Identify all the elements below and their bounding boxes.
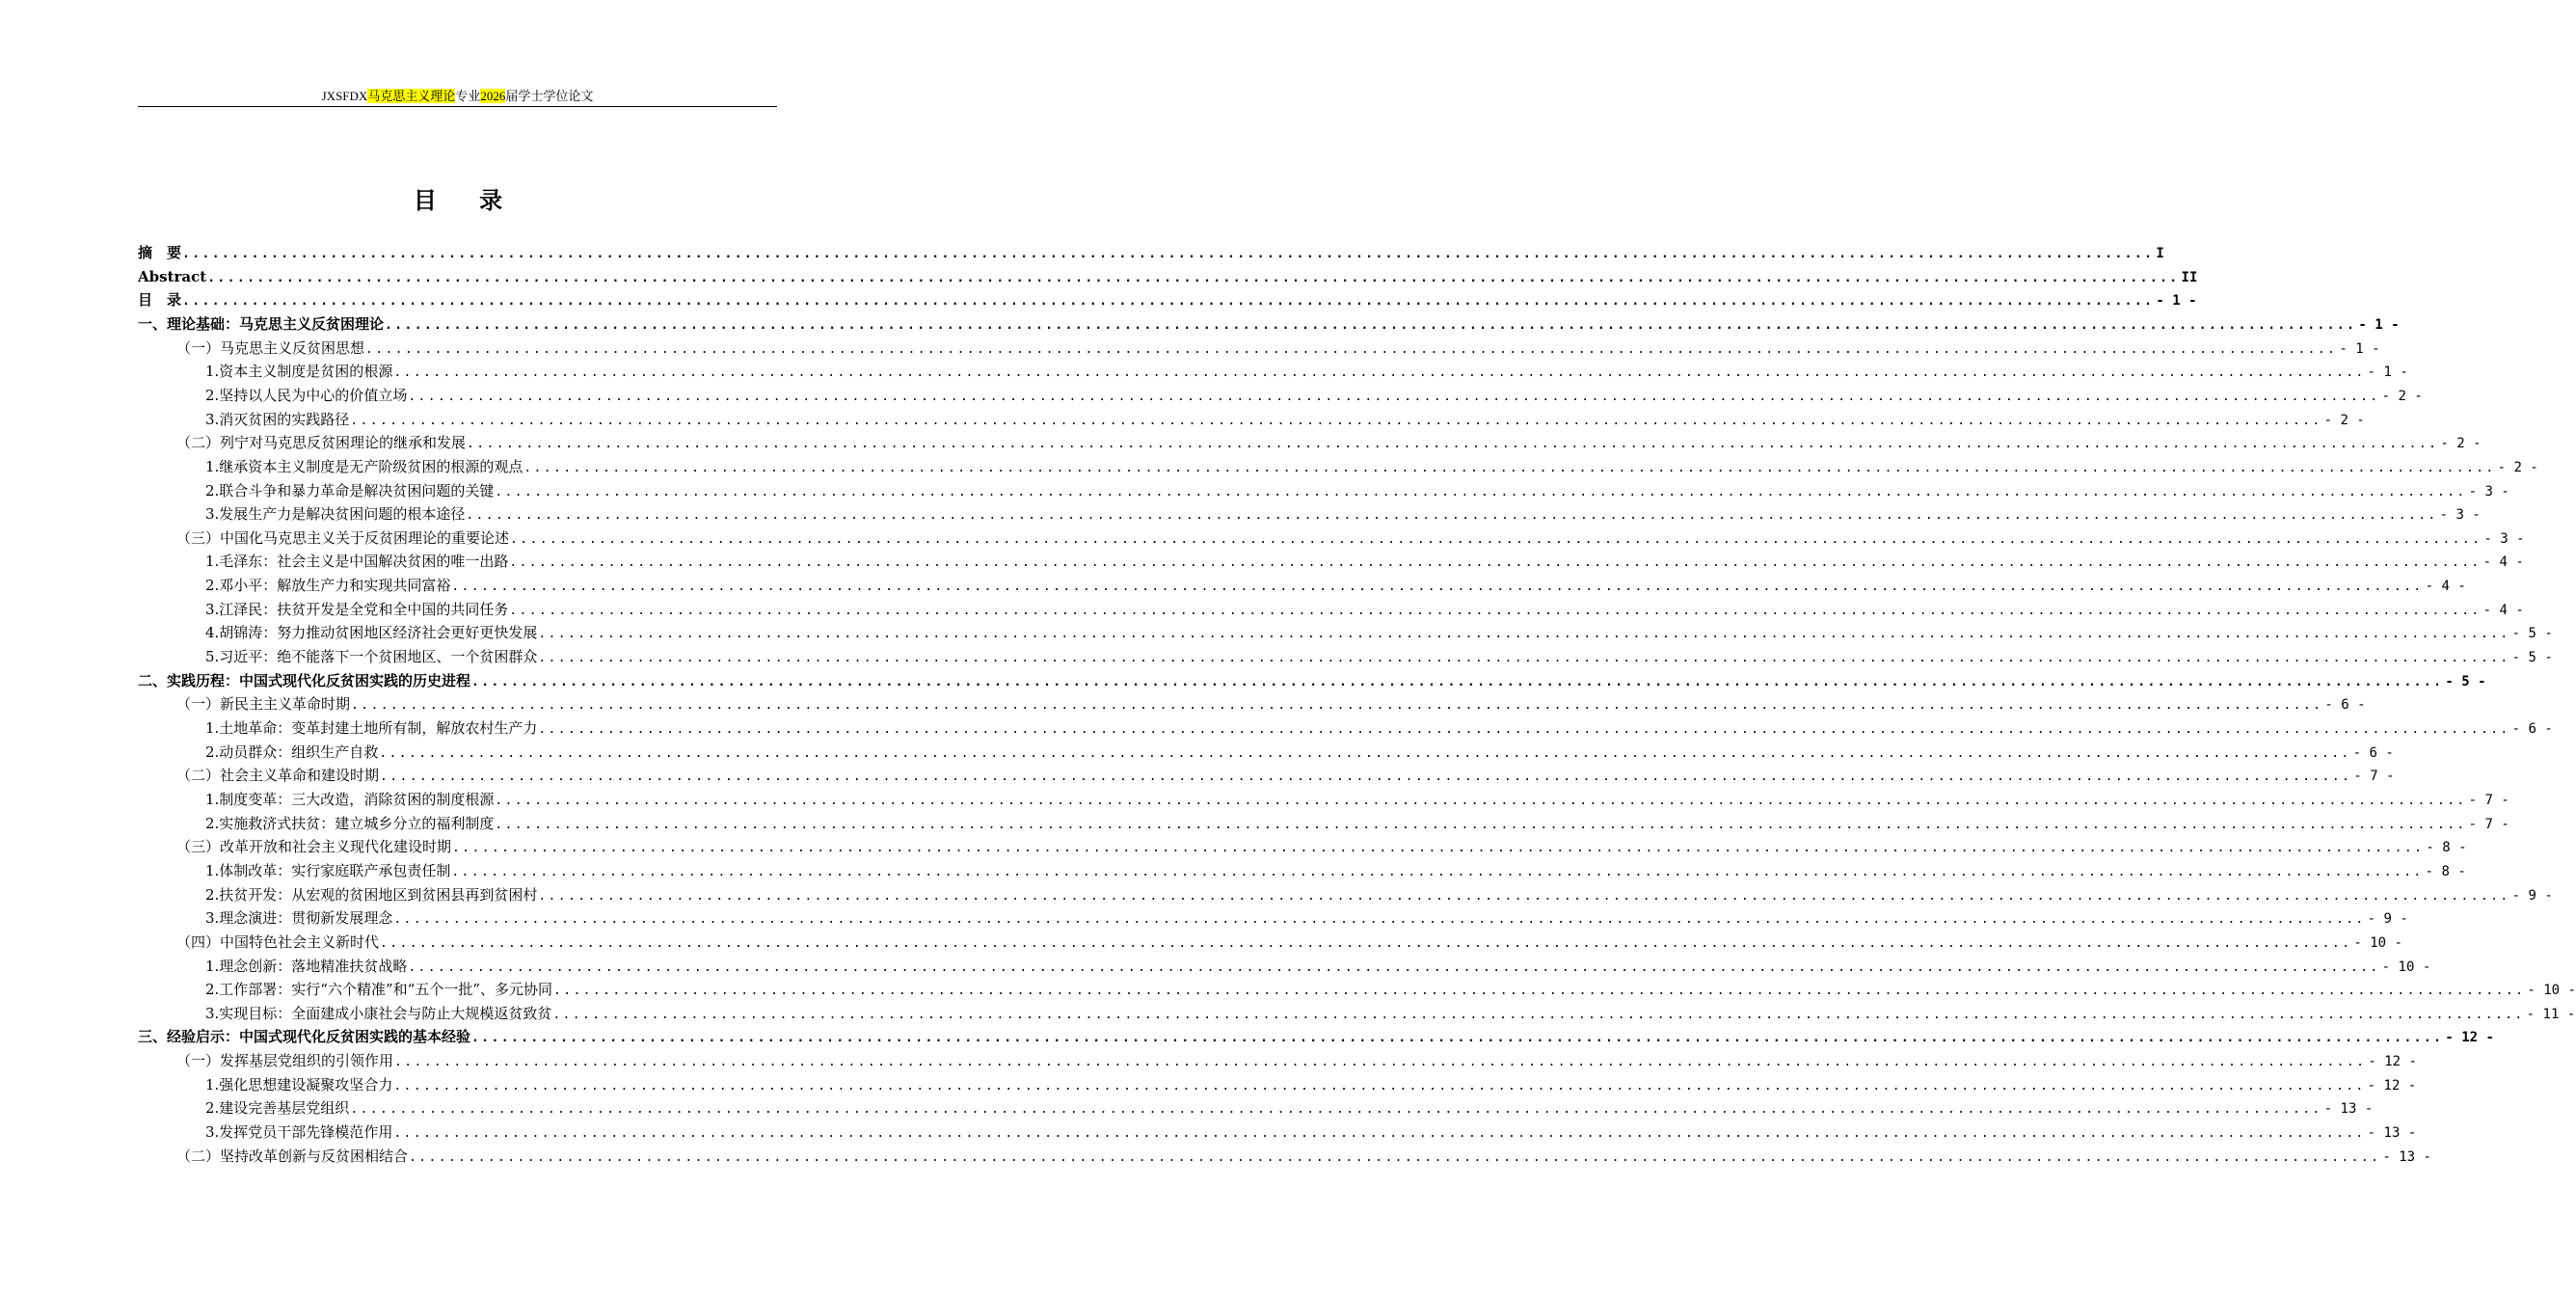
toc-entry-page: - 7 - — [2468, 792, 2509, 808]
toc-entry-title: Abstract — [138, 267, 207, 285]
toc-entry-title: （四）中国特色社会主义新时代 — [176, 932, 380, 951]
toc-entry-title: （一）发挥基层党组织的引领作用 — [176, 1052, 394, 1070]
toc-entry-title: （一）马克思主义反贫困思想 — [176, 338, 365, 357]
toc-leader-dots: ........................................................................................................................................................................................................ — [538, 627, 2510, 642]
toc-entry[interactable] — [138, 859, 2466, 882]
toc-entry-title: （二）坚持改革创新与反贫困相结合 — [176, 1147, 409, 1165]
toc-leader-dots: ........................................................................................................................................................................................................ — [182, 294, 2155, 310]
toc-leader-dots: ........................................................................................................................................................................................................ — [408, 389, 2380, 404]
toc-entry-title: （二）列宁对马克思反贫困理论的继承和发展 — [176, 434, 467, 452]
toc-entry[interactable] — [138, 502, 2481, 526]
toc-entry-title: 一、理论基础：马克思主义反贫困理论 — [138, 314, 385, 333]
toc-entry-page: - 11 - — [2526, 1006, 2576, 1022]
toc-entry[interactable] — [138, 574, 2466, 597]
toc-entry-page: - 5 - — [2445, 673, 2486, 689]
toc-entry[interactable] — [138, 931, 2402, 954]
toc-leader-dots: ........................................................................................................................................................................................................ — [523, 460, 2496, 475]
toc-leader-dots: ........................................................................................................................................................................................................ — [451, 580, 2424, 595]
toc-entry-title: 二、实践历程：中国式现代化反贫困实践的历史进程 — [138, 671, 471, 689]
toc-entry-title: 3.实现目标：全面建成小康社会与防止大规模返贫致贫 — [205, 1004, 552, 1022]
toc-entry-title: 2.坚持以人民为中心的价值立场 — [205, 386, 408, 404]
toc-entry-page: - 10 - — [2353, 934, 2402, 951]
toc-entry-title: （一）新民主主义革命时期 — [176, 695, 351, 714]
toc-entry-title: 2.邓小平：解放生产力和实现共同富裕 — [205, 577, 451, 595]
toc-entry-page: - 2 - — [2497, 459, 2538, 475]
toc-entry[interactable] — [138, 408, 2365, 431]
header-major: 马克思主义理论 — [367, 89, 456, 103]
toc-leader-dots: ........................................................................................................................................................................................................ — [452, 841, 2425, 856]
toc-entry-title: 2.实施救济式扶贫：建立城乡分立的福利制度 — [205, 814, 495, 832]
toc-entry-title: 2.工作部署：实行“六个精准”和“五个一批”、多元协同 — [205, 981, 552, 999]
toc-entry[interactable] — [138, 1025, 2494, 1048]
toc-entry-title: 5.习近平：绝不能落下一个贫困地区、一个贫困群众 — [205, 648, 538, 666]
toc-entry[interactable] — [138, 337, 2380, 360]
toc-entry-page: - 2 - — [2440, 436, 2482, 452]
toc-leader-dots: ........................................................................................................................................................................................................ — [538, 888, 2510, 904]
toc-entry-page: - 1 - — [2367, 364, 2408, 381]
toc-entry-page: - 4 - — [2482, 602, 2524, 618]
toc-leader-dots: ........................................................................................................................................................................................................ — [495, 817, 2467, 832]
toc-leader-dots: ........................................................................................................................................................................................................ — [495, 484, 2467, 500]
toc-entry[interactable] — [138, 598, 2524, 621]
toc-entry[interactable] — [138, 955, 2431, 978]
toc-entry-page: - 8 - — [2426, 840, 2467, 856]
toc-entry-title: 2.扶贫开发：从宏观的贫困地区到贫困县再到贫困村 — [205, 885, 538, 904]
toc-entry-page: - 6 - — [2324, 697, 2366, 714]
toc-entry-page: - 1 - — [2156, 293, 2197, 310]
toc-entry-title: 2.联合斗争和暴力革命是解决贫困问题的关键 — [205, 481, 495, 500]
toc-leader-dots: ........................................................................................................................................................................................................ — [509, 603, 2482, 618]
toc-entry-title: （二）社会主义革命和建设时期 — [176, 767, 380, 785]
toc-entry-page: - 5 - — [2511, 650, 2553, 666]
header-rule — [138, 106, 777, 107]
page-title: 目 录 — [413, 186, 521, 214]
toc-entry[interactable] — [138, 1120, 2417, 1144]
toc-entry-page: - 3 - — [2483, 530, 2525, 547]
toc-entry[interactable] — [138, 669, 2486, 692]
toc-entry[interactable] — [138, 906, 2408, 930]
toc-entry-title: 3.发挥党员干部先锋模范作用 — [205, 1123, 393, 1142]
toc-entry-page: - 9 - — [2511, 887, 2553, 904]
toc-leader-dots: ........................................................................................................................................................................................................ — [509, 555, 2482, 571]
toc-leader-dots: ........................................................................................................................................................................................................ — [207, 270, 2180, 285]
toc-leader-dots: ........................................................................................................................................................................................................ — [538, 722, 2510, 737]
toc-leader-dots: ........................................................................................................................................................................................................ — [495, 793, 2467, 808]
toc-entry[interactable] — [138, 1002, 2576, 1025]
toc-entry[interactable] — [138, 883, 2553, 906]
toc-entry-title: 2.动员群众：组织生产自救 — [205, 742, 379, 761]
toc-entry-title: 1.继承资本主义制度是无产阶级贫困的根源的观点 — [205, 457, 523, 475]
toc-entry-page: - 13 - — [2323, 1101, 2374, 1118]
toc-entry-page: - 2 - — [2323, 412, 2365, 428]
toc-leader-dots: ........................................................................................................................................................................................................ — [510, 531, 2482, 547]
toc-entry-title: 目 录 — [138, 291, 182, 310]
header-suffix: 届学士学位论文 — [505, 89, 594, 103]
toc-leader-dots: ........................................................................................................................................................................................................ — [451, 864, 2424, 879]
header-year: 2026 — [480, 89, 506, 103]
toc-entry-page: - 3 - — [2468, 483, 2509, 500]
toc-entry-page: - 4 - — [2482, 554, 2524, 571]
toc-entry-page: - 10 - — [2527, 983, 2576, 999]
toc-leader-dots: ........................................................................................................................................................................................................ — [394, 1055, 2367, 1070]
toc-leader-dots: ........................................................................................................................................................................................................ — [365, 341, 2338, 357]
toc-entry-title: 1.毛泽东：社会主义是中国解决贫困的唯一出路 — [205, 553, 509, 571]
toc-leader-dots: ........................................................................................................................................................................................................ — [385, 317, 2357, 333]
toc-entry-page: - 9 - — [2367, 911, 2408, 928]
toc-entry-page: - 6 - — [2352, 744, 2394, 761]
page-header — [138, 88, 777, 104]
toc-leader-dots: ........................................................................................................................................................................................................ — [467, 437, 2439, 452]
toc-entry[interactable] — [138, 360, 2408, 383]
toc-leader-dots: ........................................................................................................................................................................................................ — [380, 935, 2352, 951]
toc-leader-dots: ........................................................................................................................................................................................................ — [351, 698, 2323, 714]
toc-entry[interactable] — [138, 812, 2509, 835]
toc-entry[interactable] — [138, 645, 2553, 668]
toc-entry[interactable] — [138, 479, 2509, 502]
toc-entry-page: - 5 - — [2511, 626, 2553, 642]
toc-entry[interactable] — [138, 550, 2524, 573]
header-prefix: JXSFDX — [321, 89, 368, 103]
toc-entry-page: - 1 - — [2339, 340, 2380, 357]
toc-entry-page: - 12 - — [2367, 1077, 2417, 1094]
toc-entry-page: - 7 - — [2468, 816, 2509, 832]
toc-entry[interactable] — [138, 241, 2164, 264]
toc-entry-title: 1.体制改革：实行家庭联产承包责任制 — [205, 861, 451, 879]
toc-leader-dots: ........................................................................................................................................................................................................ — [393, 365, 2366, 381]
toc-entry[interactable] — [138, 455, 2538, 478]
toc-entry-title: 3.江泽民：扶贫开发是全党和全中国的共同任务 — [205, 600, 509, 618]
toc-entry[interactable] — [138, 312, 2400, 336]
toc-leader-dots: ........................................................................................................................................................................................................ — [379, 745, 2351, 761]
toc-leader-dots: ........................................................................................................................................................................................................ — [553, 984, 2526, 999]
toc-leader-dots: ........................................................................................................................................................................................................ — [393, 912, 2366, 928]
toc-entry[interactable] — [138, 1145, 2431, 1168]
toc-entry-page: - 1 - — [2358, 316, 2400, 333]
toc-leader-dots: ........................................................................................................................................................................................................ — [380, 770, 2352, 785]
toc-entry-page: I — [2156, 246, 2164, 261]
toc-leader-dots: ........................................................................................................................................................................................................ — [552, 1007, 2525, 1022]
toc-entry[interactable] — [138, 1096, 2374, 1120]
toc-leader-dots: ........................................................................................................................................................................................................ — [393, 1078, 2366, 1094]
header-mid: 专业 — [455, 89, 481, 103]
toc-entry[interactable] — [138, 288, 2197, 311]
toc-entry-page: II — [2181, 269, 2198, 285]
toc-entry[interactable] — [138, 1073, 2417, 1096]
toc-entry-title: 3.理念演进：贯彻新发展理念 — [205, 909, 393, 928]
toc-entry[interactable] — [138, 384, 2423, 407]
toc-entry-page: - 10 - — [2381, 958, 2431, 975]
toc-entry[interactable] — [138, 621, 2553, 644]
toc-entry-title: 1.强化思想建设凝聚攻坚合力 — [205, 1075, 393, 1094]
toc-entry-title: 4.胡锦涛：努力推动贫困地区经济社会更好更快发展 — [205, 624, 538, 642]
toc-leader-dots: ........................................................................................................................................................................................................ — [538, 651, 2510, 666]
toc-entry-title: （三）改革开放和社会主义现代化建设时期 — [176, 838, 452, 856]
toc-entry-page: - 12 - — [2368, 1054, 2417, 1070]
toc-entry[interactable] — [138, 692, 2366, 716]
toc-entry-page: - 4 - — [2425, 579, 2466, 595]
toc-entry-title: 3.发展生产力是解决贫困问题的根本途径 — [205, 505, 466, 524]
toc-entry-title: 1.理念创新：落地精准扶贫战略 — [205, 957, 408, 975]
toc-leader-dots: ........................................................................................................................................................................................................ — [466, 508, 2438, 524]
toc-leader-dots: ........................................................................................................................................................................................................ — [409, 1149, 2381, 1165]
toc-entry[interactable] — [138, 741, 2394, 764]
toc-entry[interactable] — [138, 978, 2576, 1001]
toc-entry-page: - 13 - — [2367, 1125, 2417, 1142]
toc-entry-page: - 6 - — [2511, 721, 2553, 737]
toc-entry[interactable] — [138, 764, 2395, 787]
toc-leader-dots: ........................................................................................................................................................................................................ — [350, 1102, 2322, 1118]
toc-leader-dots: ........................................................................................................................................................................................................ — [350, 413, 2322, 428]
toc-entry[interactable] — [138, 265, 2198, 288]
toc-entry[interactable] — [138, 526, 2525, 550]
toc-leader-dots: ........................................................................................................................................................................................................ — [393, 1126, 2366, 1142]
toc-entry-page: - 8 - — [2425, 863, 2466, 879]
toc-entry[interactable] — [138, 788, 2509, 811]
toc-entry-page: - 2 - — [2381, 388, 2423, 404]
toc-entry[interactable] — [138, 431, 2482, 454]
toc-entry-title: 1.资本主义制度是贫困的根源 — [205, 363, 393, 381]
toc-entry-title: 3.消灭贫困的实践路径 — [205, 410, 350, 428]
toc-entry-page: - 12 - — [2445, 1030, 2494, 1046]
toc-leader-dots: ........................................................................................................................................................................................................ — [182, 247, 2155, 261]
toc-entry-page: - 7 - — [2353, 769, 2395, 785]
toc-entry[interactable] — [138, 1049, 2417, 1072]
toc-entry-title: 摘 要 — [138, 244, 182, 261]
toc-entry-title: 三、经验启示：中国式现代化反贫困实践的基本经验 — [138, 1028, 471, 1046]
toc-leader-dots: ........................................................................................................................................................................................................ — [471, 674, 2444, 689]
toc-entry[interactable] — [138, 716, 2553, 740]
toc-entry[interactable] — [138, 835, 2467, 858]
toc-leader-dots: ........................................................................................................................................................................................................ — [471, 1031, 2444, 1046]
toc-leader-dots: ........................................................................................................................................................................................................ — [408, 959, 2380, 975]
toc-entry-page: - 3 - — [2439, 507, 2481, 524]
toc-entry-title: 1.土地革命：变革封建土地所有制，解放农村生产力 — [205, 719, 538, 737]
toc-entry-title: （三）中国化马克思主义关于反贫困理论的重要论述 — [176, 528, 510, 547]
toc-entry-page: - 13 - — [2382, 1148, 2431, 1165]
toc-entry-title: 2.建设完善基层党组织 — [205, 1099, 350, 1118]
toc-entry-title: 1.制度变革：三大改造，消除贫困的制度根源 — [205, 790, 495, 808]
